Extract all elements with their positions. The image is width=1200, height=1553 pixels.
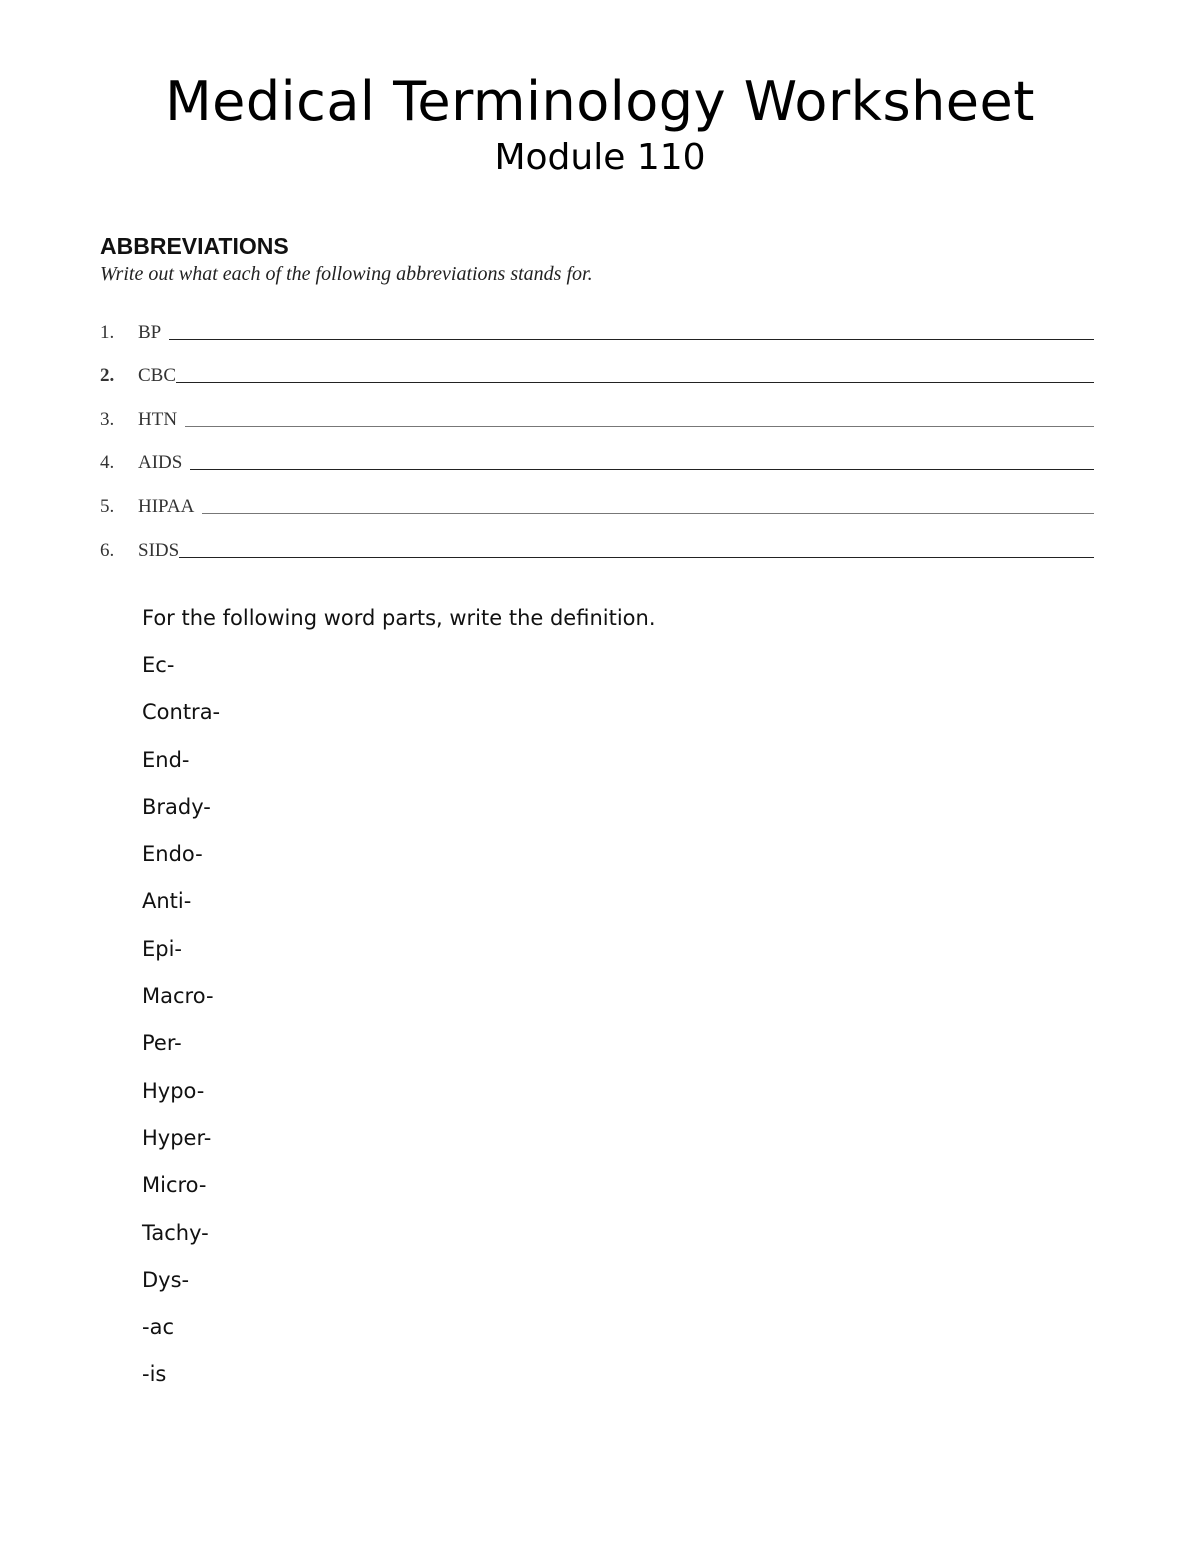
- abbreviation-term: HIPAA: [138, 495, 195, 517]
- abbreviation-term: CBC: [138, 365, 177, 387]
- abbreviation-term: AIDS: [138, 452, 183, 474]
- answer-line[interactable]: [202, 493, 1094, 514]
- abbreviation-item-hipaa: [100, 476, 1094, 520]
- abbreviation-number: 2.: [100, 365, 115, 387]
- word-part-item: Macro-: [142, 984, 214, 1009]
- abbreviations-instructions: Write out what each of the following abbreviations stands for.: [100, 263, 593, 285]
- word-part-item: -is: [142, 1362, 167, 1387]
- word-part-item: Micro-: [142, 1173, 207, 1198]
- word-part-item: Per-: [142, 1031, 182, 1056]
- word-parts-list: [142, 651, 220, 1408]
- word-part-item: End-: [142, 747, 190, 772]
- abbreviation-item-htn: [100, 389, 1094, 433]
- abbreviations-list: [100, 302, 1094, 564]
- word-part-item: Hyper-: [142, 1125, 212, 1150]
- answer-line[interactable]: [176, 362, 1094, 383]
- word-part-item: Ec-: [142, 653, 175, 677]
- word-parts-instructions: For the following word parts, write the definition.: [142, 606, 656, 630]
- abbreviation-number: 4.: [100, 452, 115, 474]
- abbreviation-term: SIDS: [138, 539, 180, 561]
- answer-line[interactable]: [179, 537, 1094, 558]
- word-part-item: Endo-: [142, 842, 203, 867]
- abbreviation-number: 6.: [100, 539, 115, 561]
- word-part-item: Epi-: [142, 936, 183, 961]
- abbreviation-number: 5.: [100, 495, 115, 517]
- answer-line[interactable]: [190, 449, 1094, 470]
- page-title: Medical Terminology Worksheet: [165, 70, 1035, 133]
- abbreviation-number: 1.: [100, 321, 115, 343]
- abbreviation-number: 3.: [100, 408, 115, 430]
- word-part-item: Dys-: [142, 1267, 190, 1292]
- answer-line[interactable]: [169, 319, 1094, 340]
- word-part-item: Brady-: [142, 794, 211, 819]
- page-subtitle: Module 110: [494, 137, 706, 178]
- abbreviation-item-sids: [100, 520, 1094, 564]
- word-part-item: Anti-: [142, 889, 192, 914]
- abbreviation-item-aids: [100, 433, 1094, 477]
- answer-line[interactable]: [185, 406, 1094, 427]
- abbreviations-heading: ABBREVIATIONS: [100, 233, 289, 259]
- word-part-item: -ac: [142, 1315, 174, 1340]
- abbreviation-term: HTN: [138, 408, 178, 430]
- word-part-item: Tachy-: [142, 1220, 209, 1245]
- abbreviation-term: BP: [138, 321, 162, 343]
- word-part-item: Hypo-: [142, 1078, 205, 1103]
- word-part-item: Contra-: [142, 700, 221, 725]
- abbreviation-item-bp: [100, 302, 1094, 346]
- abbreviation-item-cbc: [100, 346, 1094, 390]
